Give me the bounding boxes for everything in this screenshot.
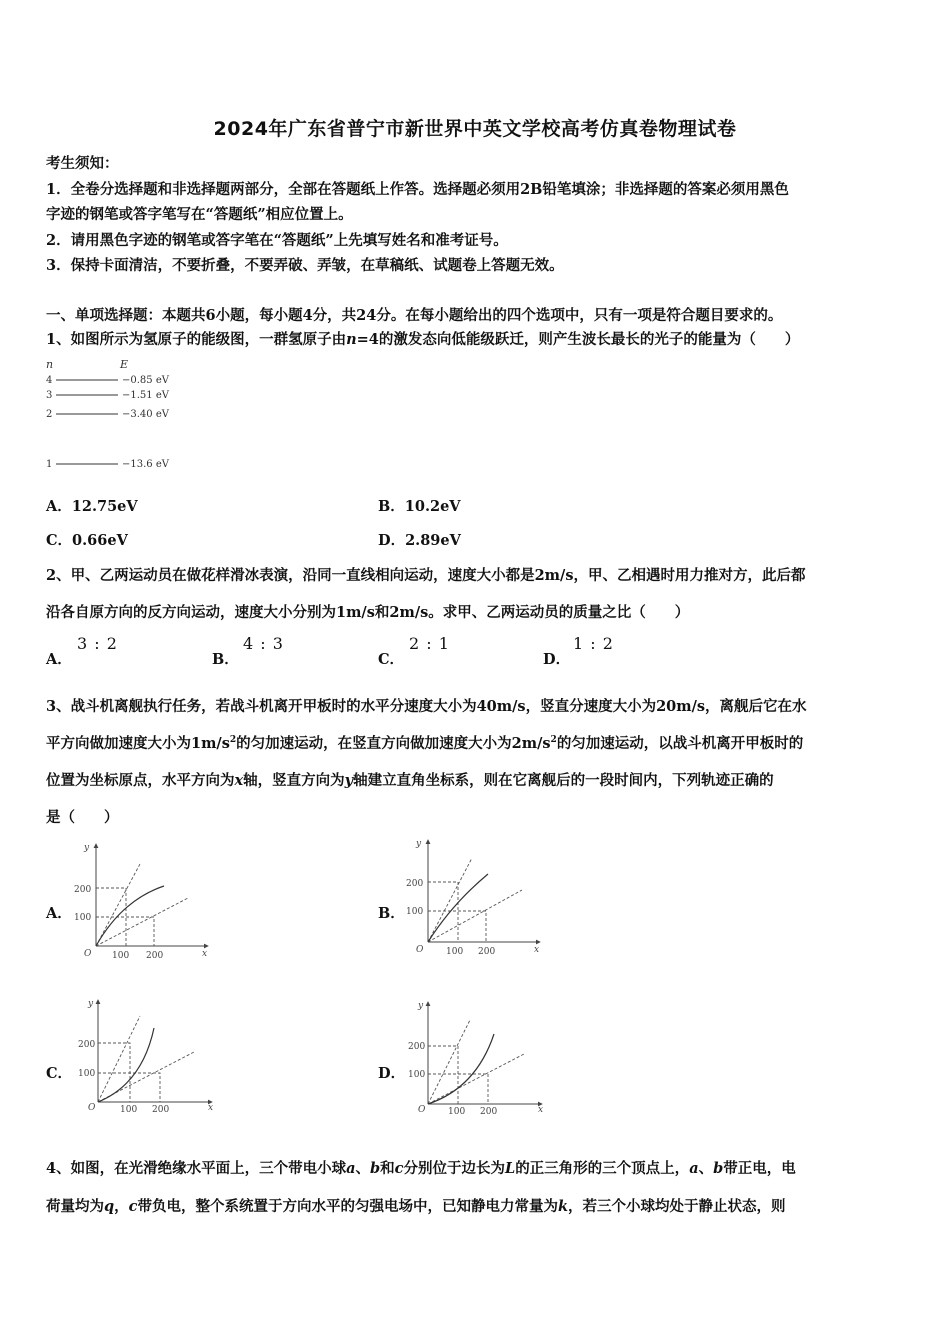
q2-option-b[interactable]: B． bbox=[212, 651, 239, 668]
x-axis-label: x bbox=[208, 1103, 214, 1113]
level-2-n: 2 bbox=[46, 409, 53, 420]
x-tick-200: 200 bbox=[152, 1105, 170, 1115]
notice-heading: 考生须知： bbox=[46, 155, 119, 172]
q2-option-d[interactable]: D． bbox=[543, 651, 571, 668]
y-axis-label: y bbox=[418, 1001, 424, 1011]
origin-label: O bbox=[418, 1105, 426, 1115]
question-1-stem: 1、如图所示为氢原子的能级图，一群氢原子由n=4的激发态向低能级跃迁，则产生波长最长的光子的能量为（ ） bbox=[46, 331, 800, 348]
y-tick-100: 100 bbox=[408, 1070, 426, 1080]
q3-graph-b bbox=[402, 834, 552, 958]
notice-item-2: 2．请用黑色字迹的钢笔或答字笔在“答题纸”上先填写姓名和准考证号。 bbox=[46, 232, 508, 249]
trajectory-curve bbox=[428, 1034, 494, 1104]
energy-level-diagram bbox=[44, 356, 194, 474]
q1-option-b[interactable]: B．10.2eV bbox=[378, 498, 461, 515]
q1-option-d[interactable]: D．2.89eV bbox=[378, 532, 461, 549]
y-tick-200: 200 bbox=[78, 1040, 96, 1050]
guide-line-shallow bbox=[428, 890, 522, 942]
y-tick-100: 100 bbox=[406, 907, 424, 917]
x-tick-100: 100 bbox=[446, 947, 464, 957]
q3-option-c[interactable]: C． bbox=[46, 1065, 73, 1082]
origin-label: O bbox=[88, 1103, 96, 1113]
trajectory-curve bbox=[98, 1028, 154, 1102]
q2-option-a-value: 3 : 2 bbox=[77, 634, 118, 653]
x-tick-200: 200 bbox=[146, 951, 164, 961]
page-title: 2024年广东省普宁市新世界中英文学校高考仿真卷物理试卷 bbox=[213, 118, 737, 140]
y-tick-100: 100 bbox=[78, 1069, 96, 1079]
notice-item-1-cont: 字迹的钢笔或答字笔写在“答题纸”相应位置上。 bbox=[46, 206, 353, 223]
question-2-stem-line-2: 沿各自原方向的反方向运动，速度大小分别为1m/s和2m/s。求甲、乙两运动员的质量之比（ ） bbox=[46, 604, 690, 621]
q3-option-d[interactable]: D． bbox=[378, 1065, 406, 1082]
q2-option-c[interactable]: C． bbox=[378, 651, 405, 668]
x-axis-label: x bbox=[202, 949, 208, 959]
y-tick-100: 100 bbox=[74, 913, 92, 923]
q2-option-d-value: 1 : 2 bbox=[573, 634, 614, 653]
x-tick-100: 100 bbox=[448, 1107, 466, 1117]
guide-line-shallow bbox=[96, 898, 188, 946]
level-3-n: 3 bbox=[46, 390, 53, 401]
question-4-stem-line-2: 荷量均为q，c带负电，整个系统置于方向水平的匀强电场中，已知静电力常量为k，若三个小球均处于静止状态，则 bbox=[46, 1198, 786, 1215]
q1-option-c[interactable]: C．0.66eV bbox=[46, 532, 128, 549]
q3-graph-c bbox=[72, 994, 222, 1118]
notice-item-3: 3．保持卡面清洁，不要折叠，不要弄破、弄皱，在草稿纸、试题卷上答题无效。 bbox=[46, 257, 564, 274]
y-axis-label: y bbox=[416, 839, 422, 849]
origin-label: O bbox=[84, 949, 92, 959]
q2-option-b-value: 4 : 3 bbox=[243, 634, 284, 653]
q3-option-a[interactable]: A． bbox=[46, 905, 72, 922]
x-tick-100: 100 bbox=[112, 951, 130, 961]
q2-option-a[interactable]: A． bbox=[46, 651, 72, 668]
level-1-n: 1 bbox=[46, 459, 53, 470]
y-tick-200: 200 bbox=[408, 1042, 426, 1052]
level-4-energy: −0.85 eV bbox=[122, 375, 169, 386]
level-4-n: 4 bbox=[46, 375, 53, 386]
level-2-energy: −3.40 eV bbox=[122, 409, 169, 420]
guide-line-shallow bbox=[428, 1054, 524, 1104]
x-tick-200: 200 bbox=[478, 947, 496, 957]
x-tick-200: 200 bbox=[480, 1107, 498, 1117]
x-tick-100: 100 bbox=[120, 1105, 138, 1115]
question-3-stem-line-4: 是（ ） bbox=[46, 809, 119, 826]
diagram-n-label: n bbox=[46, 358, 54, 371]
question-3-stem-line-3: 位置为坐标原点，水平方向为x轴，竖直方向为y轴建立直角坐标系，则在它离舰后的一段时间内，下列轨迹正确的 bbox=[46, 772, 774, 789]
level-3-energy: −1.51 eV bbox=[122, 390, 169, 401]
section-heading: 一、单项选择题：本题共6小题，每小题4分，共24分。在每小题给出的四个选项中，只有一项是符合题目要求的。 bbox=[46, 307, 783, 324]
guide-line-steep bbox=[96, 864, 140, 946]
question-4-stem-line-1: 4、如图，在光滑绝缘水平面上，三个带电小球a、b和c分别位于边长为L的正三角形的三个顶点上，a、b带正电，电 bbox=[46, 1160, 796, 1177]
y-axis-label: y bbox=[88, 999, 94, 1009]
guide-dashes-100 bbox=[428, 911, 486, 942]
x-axis-label: x bbox=[534, 945, 540, 955]
q2-option-c-value: 2 : 1 bbox=[409, 634, 450, 653]
y-tick-200: 200 bbox=[406, 879, 424, 889]
q3-graph-a bbox=[70, 838, 220, 962]
notice-item-1: 1．全卷分选择题和非选择题两部分，全部在答题纸上作答。选择题必须用2B铅笔填涂；非选择题的答案必须用黑色 bbox=[46, 181, 789, 198]
q3-graph-d bbox=[402, 996, 552, 1120]
guide-line-steep bbox=[428, 1020, 470, 1104]
y-tick-200: 200 bbox=[74, 885, 92, 895]
q1-option-a[interactable]: A．12.75eV bbox=[46, 498, 138, 515]
level-1-energy: −13.6 eV bbox=[122, 459, 169, 470]
q3-option-b[interactable]: B． bbox=[378, 905, 405, 922]
y-axis-label: y bbox=[84, 843, 90, 853]
question-3-stem-line-1: 3、战斗机离舰执行任务，若战斗机离开甲板时的水平分速度大小为40m/s，竖直分速度大小为20m/s，离舰后它在水 bbox=[46, 698, 807, 715]
question-3-stem-line-2: 平方向做加速度大小为$1m/s^2$的匀加速运动，在竖直方向做加速度大小为$2m/s^2$的匀加速运动，以战斗机离开甲板时的 bbox=[46, 735, 804, 752]
origin-label: O bbox=[416, 945, 424, 955]
question-2-stem-line-1: 2、甲、乙两运动员在做花样滑冰表演，沿同一直线相向运动，速度大小都是2m/s，甲、乙相遇时用力推对方，此后都 bbox=[46, 567, 806, 584]
diagram-e-label: E bbox=[120, 358, 129, 371]
x-axis-label: x bbox=[538, 1105, 544, 1115]
